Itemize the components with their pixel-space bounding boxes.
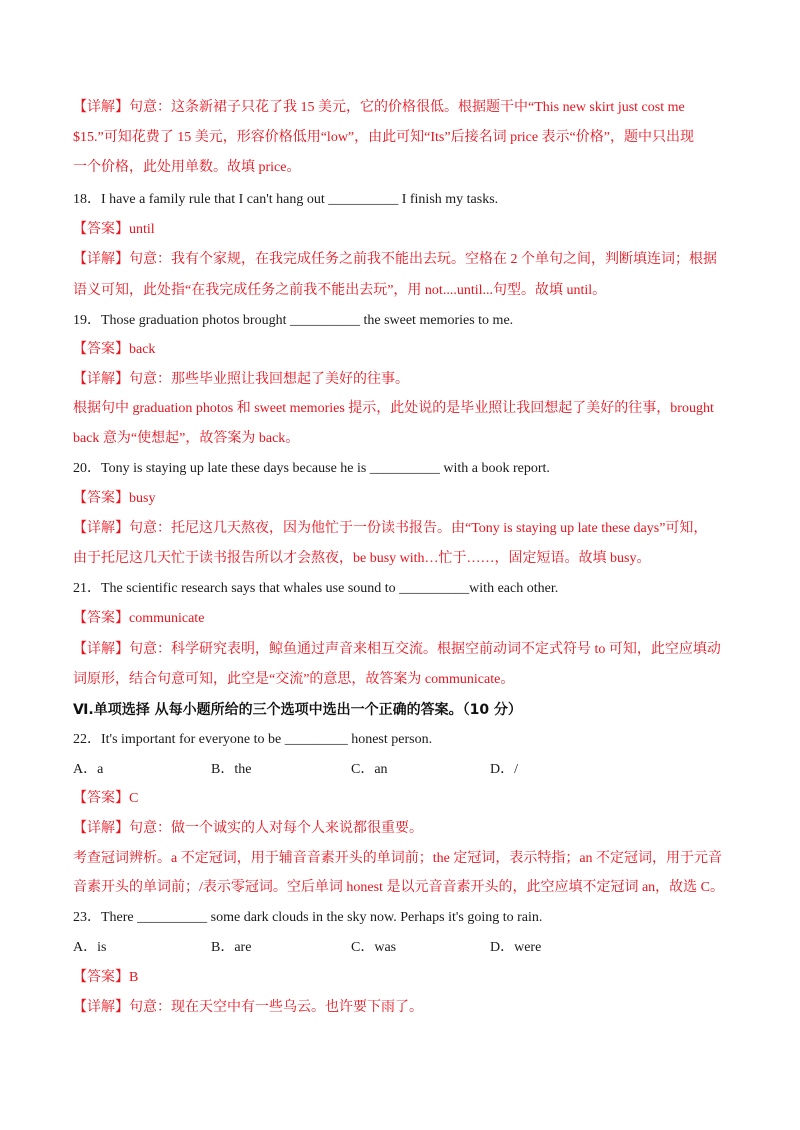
q19-explanation-line2: 根据句中 graduation photos 和 sweet memories 提示，此处说的是毕业照让我回想起了美好的往事，brought bbox=[73, 401, 714, 416]
q23-question: 23．There __________ some dark clouds in the sky now. Perhaps it's going to rain. bbox=[73, 910, 543, 925]
q20-answer: 【答案】busy bbox=[73, 491, 156, 506]
q18-answer: 【答案】until bbox=[73, 222, 155, 237]
q22-option-d: D．/ bbox=[490, 762, 518, 777]
q19-explanation-line3: back 意为“使想起”，故答案为 back。 bbox=[73, 431, 300, 446]
q17-explanation-line1: 【详解】句意：这条新裙子只花了我 15 美元，它的价格很低。根据题干中“This new skirt just cost me bbox=[73, 100, 685, 115]
q18-question: 18．I have a family rule that I can't hang out __________ I finish my tasks. bbox=[73, 192, 499, 207]
q17-explanation-line3: 一个价格，此处用单数。故填 price。 bbox=[73, 160, 301, 175]
q21-explanation-line2: 词原形，结合句意可知，此空是“交流”的意思，故答案为 communicate。 bbox=[73, 672, 515, 687]
q20-explanation-line1: 【详解】句意：托尼这几天熬夜，因为他忙于一份读书报告。由“Tony is staying up late these days”可知， bbox=[73, 521, 708, 536]
q21-answer: 【答案】communicate bbox=[73, 611, 205, 626]
q22-option-b: B．the bbox=[211, 762, 252, 777]
q21-explanation-line1: 【详解】句意：科学研究表明，鲸鱼通过声音来相互交流。根据空前动词不定式符号 to 可知，此空应填动 bbox=[73, 642, 721, 657]
q21-question: 21．The scientific research says that whales use sound to __________with each other. bbox=[73, 581, 559, 596]
q22-option-c: C．an bbox=[351, 762, 388, 777]
q18-explanation-line1: 【详解】句意：我有个家规，在我完成任务之前我不能出去玩。空格在 2 个单句之间，判断填连词；根据 bbox=[73, 252, 717, 267]
q22-explanation-line3: 音素开头的单词前；/表示零冠词。空后单词 honest 是以元音音素开头的，此空应填不定冠词 an，故选 C。 bbox=[73, 880, 724, 895]
q23-explanation-line1: 【详解】句意：现在天空中有一些乌云。也许要下雨了。 bbox=[73, 1000, 423, 1015]
q22-explanation-line1: 【详解】句意：做一个诚实的人对每个人来说都很重要。 bbox=[73, 821, 423, 836]
q19-question: 19．Those graduation photos brought __________ the sweet memories to me. bbox=[73, 313, 514, 328]
q23-option-b: B．are bbox=[211, 940, 252, 955]
q20-question: 20．Tony is staying up late these days because he is __________ with a book report. bbox=[73, 461, 550, 476]
q17-explanation-line2: $15.”可知花费了 15 美元，形容价格低用“low”，由此可知“Its”后接名词 price 表示“价格”，题中只出现 bbox=[73, 130, 694, 145]
section-heading: Ⅵ.单项选择 从每小题所给的三个选项中选出一个正确的答案。（10 分） bbox=[73, 702, 522, 718]
q22-option-a: A．a bbox=[73, 762, 104, 777]
q23-answer: 【答案】B bbox=[73, 970, 139, 985]
q22-answer: 【答案】C bbox=[73, 791, 139, 806]
q18-explanation-line2: 语义可知，此处指“在我完成任务之前我不能出去玩”，用 not....until...句型。故填 until。 bbox=[73, 283, 607, 298]
q23-option-d: D．were bbox=[490, 940, 542, 955]
q20-explanation-line2: 由于托尼这几天忙于读书报告所以才会熬夜，be busy with…忙于……，固定短语。故填 busy。 bbox=[73, 551, 651, 566]
q19-answer: 【答案】back bbox=[73, 342, 156, 357]
q22-explanation-line2: 考查冠词辨析。a 不定冠词，用于辅音音素开头的单词前；the 定冠词，表示特指；an 不定冠词，用于元音 bbox=[73, 851, 723, 866]
q23-option-a: A．is bbox=[73, 940, 107, 955]
q19-explanation-line1: 【详解】句意：那些毕业照让我回想起了美好的往事。 bbox=[73, 372, 409, 387]
q23-option-c: C．was bbox=[351, 940, 397, 955]
q22-question: 22．It's important for everyone to be _________ honest person. bbox=[73, 732, 433, 747]
